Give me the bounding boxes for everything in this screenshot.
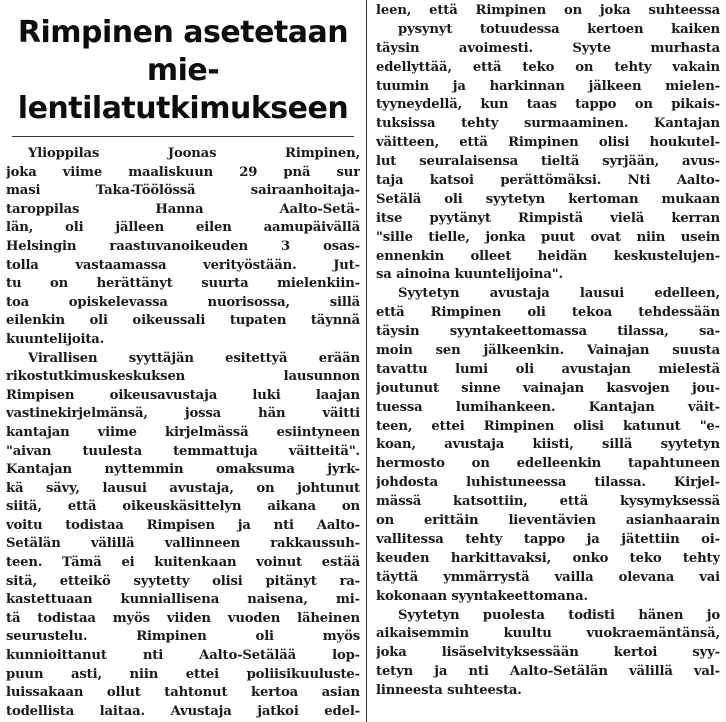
text-line: kuuntelijoita. <box>6 331 105 347</box>
headline-divider <box>12 136 354 137</box>
text-line: Kantajan nyttemmin omaksuma jyrk- <box>6 462 360 478</box>
text-line: masi Taka-Töölössä sairaanhoitaja- <box>6 183 360 199</box>
text-line: Virallisen syyttäjän esitettyä erään <box>28 350 360 366</box>
text-line: Setälä oli syytetyn kertoman mukaan <box>376 191 720 207</box>
text-line: län, oli jälleen eilen aamupäivällä <box>6 220 360 236</box>
text-line: eilenkin oli oikeussali tupaten täynnä <box>6 313 360 329</box>
text-line: "aivan tuulesta temmattuja väitteitä". <box>6 443 360 459</box>
text-line: vallitessa tehty tappo ja jätettiin oi- <box>376 531 720 547</box>
text-line: Rimpisen oikeusavustaja luki laajan <box>6 387 360 403</box>
text-line: tavattu lumi oli avustajan mielestä <box>376 361 720 377</box>
text-line: mässä katsottiin, että kysymyksessä <box>376 494 720 510</box>
text-line: Syytetyn puolesta todisti hänen jo <box>398 607 720 623</box>
text-line: joka lisäselvityksessään kertoi syy- <box>376 645 720 661</box>
text-line: tetyn ja nti Aalto-Setälän välillä val- <box>376 664 720 680</box>
text-line: Syytetyn avustaja lausui edelleen, <box>398 286 720 302</box>
text-line: että Rimpinen oli tekoa tehdessään <box>376 305 720 321</box>
text-line: tu on herättänyt suurta mielenkiin- <box>6 276 360 292</box>
text-line: keuden harkittavaksi, onko teko tehty <box>376 550 720 566</box>
text-line: vastinekirjelmänsä, jossa hän väitti <box>6 406 360 422</box>
text-line: tyyneydellä, kun taas tappo on pikais- <box>376 97 720 113</box>
text-line: taroppilas Hanna Aalto-Setä- <box>6 201 360 217</box>
headline-line-2: lentilatutkimukseen <box>17 91 349 126</box>
text-line: leen, että Rimpinen on joka suhteessa <box>376 3 720 18</box>
text-line: tuessa lumihankeen. Kantajan väit- <box>376 399 720 415</box>
left-column-text <box>6 145 360 721</box>
text-line: väitteen, että Rimpinen olisi houkutel- <box>376 135 720 151</box>
text-line: ennenkin olleet heidän keskustelujen- <box>376 248 720 264</box>
text-line: aikaisemmin kuultu vuokraemäntänsä, <box>376 626 720 642</box>
text-line: joka viime maaliskuun 29 pnä sur <box>6 164 360 180</box>
text-line: joutunut sinne vainajan kasvojen jou- <box>376 380 720 396</box>
left-column <box>6 0 360 721</box>
text-line: Helsingin raastuvanoikeuden 3 osas- <box>6 238 360 254</box>
text-line: luissakaan ollut tahtonut kertoa asian <box>6 685 360 701</box>
headline-line-1: Rimpinen asetetaan mie- <box>17 15 349 88</box>
text-line: kunnioittanut nti Aalto-Setälää lop- <box>6 648 360 664</box>
text-line: tuksissa tehty surmaaminen. Kantajan <box>376 116 720 132</box>
right-column <box>376 0 720 701</box>
text-line: taja katsoi perättömäksi. Nti Aalto- <box>376 173 720 189</box>
text-line: sitä, etteikö syytetty olisi pitänyt ra- <box>6 573 360 589</box>
text-line: täysin avoimesti. Syyte murhasta <box>376 40 720 56</box>
text-line: moin sen jälkeenkin. Vainajan suusta <box>376 343 720 359</box>
text-line: lut seuralaisensa tieltä syrjään, avus- <box>376 154 720 170</box>
text-line: hermosto on edelleenkin tapahtuneen <box>376 456 720 472</box>
text-line: on erittäin lieventävien asianhaarain <box>376 513 720 529</box>
text-line: sa ainoina kuuntelijoina". <box>376 267 563 283</box>
right-column-text <box>376 2 720 701</box>
text-line: itse pyytänyt Rimpistä vielä kerran <box>376 210 720 226</box>
text-line: tuumin ja harkinnan jälkeen mielen- <box>376 78 720 94</box>
text-line: "sille tielle, jonka puut ovat niin usein <box>376 229 720 245</box>
text-line: voitu todistaa Rimpisen ja nti Aalto- <box>6 517 360 533</box>
text-line: siitä, että oikeuskäsittelyn aikana on <box>6 499 360 515</box>
text-line: linneesta suhteesta. <box>376 683 522 699</box>
text-line: pysynyt totuudessa kertoen kaiken <box>398 21 720 37</box>
text-line: puun asti, niin ettei poliisikuuluste- <box>6 666 360 682</box>
text-line: toa opiskelevassa nuorisossa, sillä <box>6 294 360 310</box>
text-line: täyttä ymmärrystä vailla olevana vai <box>376 569 720 585</box>
text-line: kantajan viime kirjelmässä esiintyneen <box>6 424 360 440</box>
text-line: kastettuaan kunniallisena naisena, mi- <box>6 592 360 608</box>
text-line: tolla vastaamassa verityöstään. Jut- <box>6 257 360 273</box>
text-line: seurustelu. Rimpinen oli myös <box>6 629 360 645</box>
text-line: teen, ettei Rimpinen olisi katunut "e- <box>376 418 720 434</box>
text-line: Setälän välillä vallinneen rakkaussuh- <box>6 536 360 552</box>
text-line: tä todistaa myös viiden vuoden läheinen <box>6 610 360 626</box>
column-divider <box>366 0 367 722</box>
text-line: teen. Tämä ei kuitenkaan voinut estää <box>6 555 360 571</box>
text-line: Ylioppilas Joonas Rimpinen, <box>28 146 360 161</box>
text-line: rikostutkimuskeskuksen lausunnon <box>6 369 360 385</box>
text-line: täysin syyntakeettomassa tilassa, sa- <box>376 324 720 340</box>
text-line: edellyttää, että teko on tehty vakain <box>376 59 720 75</box>
text-line: johdosta luhistuneessa tilassa. Kirjel- <box>376 475 720 491</box>
text-line: todellista laitaa. Avustaja jatkoi edel- <box>6 703 360 719</box>
text-line: koan, avustaja kiisti, sillä syytetyn <box>376 437 720 453</box>
text-line: kokonaan syyntakeettomana. <box>376 588 588 604</box>
text-line: kä sävy, lausui avustaja, on johtunut <box>6 480 360 496</box>
article-headline <box>6 14 360 128</box>
